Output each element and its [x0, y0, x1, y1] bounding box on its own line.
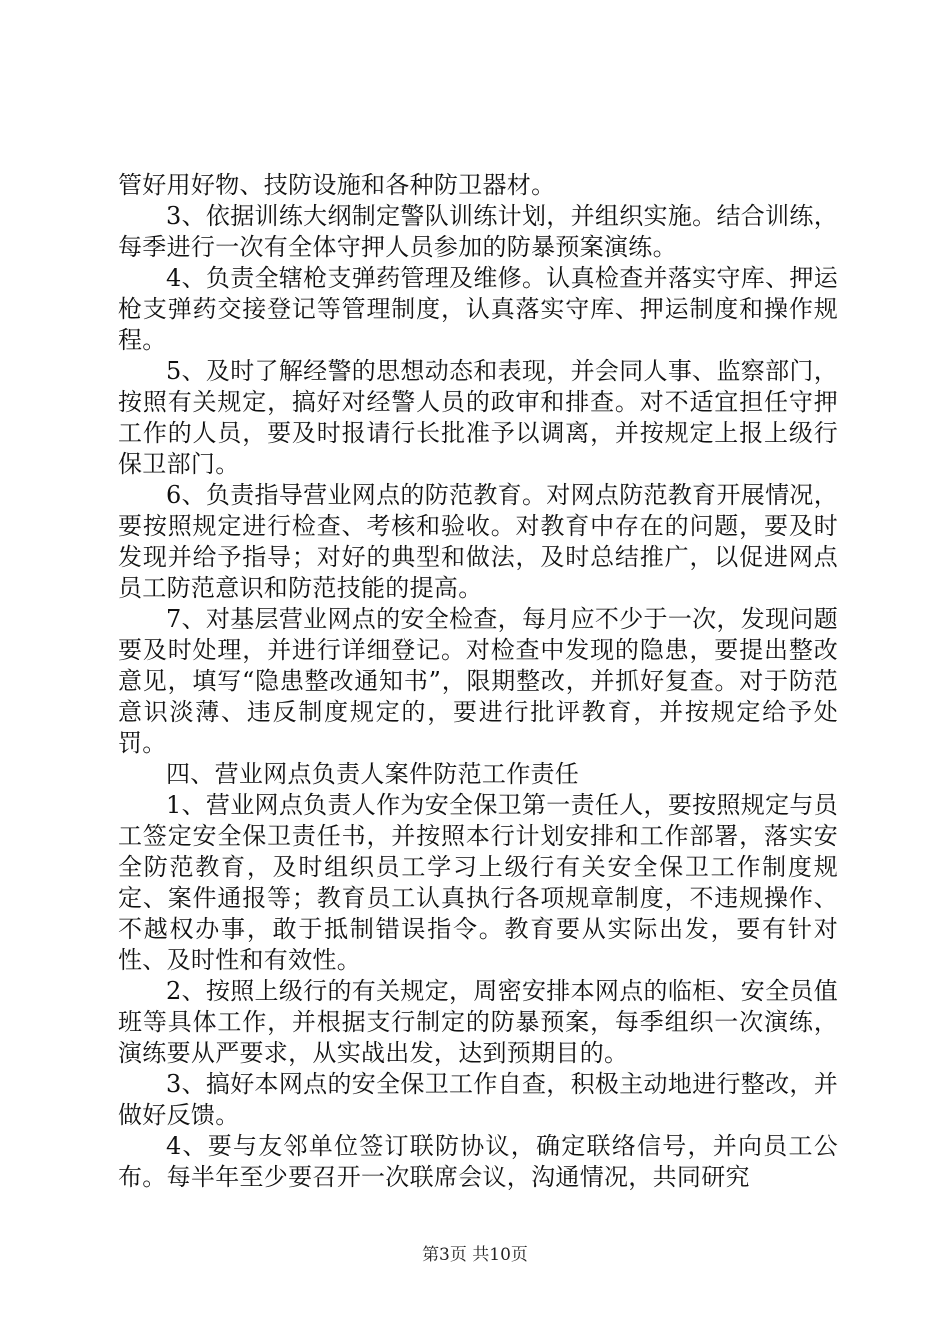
paragraph-item-3: 3、依据训练大纲制定警队训练计划，并组织实施。结合训练，每季进行一次有全体守押人员参加的防暴预案演练。: [118, 202, 838, 261]
paragraph-item-6: 6、负责指导营业网点的防范教育。对网点防范教育开展情况，要按照规定进行检查、考核和验收。对教育中存在的问题，要及时发现并给予指导；对好的典型和做法，及时总结推广，以促进网点员工防范意识和防范技能的提高。: [118, 481, 838, 602]
paragraph-item-4: 4、负责全辖枪支弹药管理及维修。认真检查并落实守库、押运枪支弹药交接登记等管理制度，认真落实守库、押运制度和操作规程。: [118, 264, 838, 354]
document-body: [118, 170, 838, 1193]
paragraph-continuation: 管好用好物、技防设施和各种防卫器材。: [118, 171, 556, 199]
page-number-footer: 第3页 共10页: [422, 1245, 528, 1265]
paragraph-section4-item-3: 3、搞好本网点的安全保卫工作自查，积极主动地进行整改，并做好反馈。: [118, 1070, 838, 1129]
paragraph-section4-item-4: 4、要与友邻单位签订联防协议，确定联络信号，并向员工公布。每半年至少要召开一次联席会议，沟通情况，共同研究: [118, 1132, 838, 1191]
paragraph-section4-item-2: 2、按照上级行的有关规定，周密安排本网点的临柜、安全员值班等具体工作，并根据支行制定的防暴预案，每季组织一次演练，演练要从严要求，从实战出发，达到预期目的。: [118, 977, 838, 1067]
section-heading-4: 四、营业网点负责人案件防范工作责任: [166, 760, 580, 788]
paragraph-item-5: 5、及时了解经警的思想动态和表现，并会同人事、监察部门，按照有关规定，搞好对经警人员的政审和排查。对不适宜担任守押工作的人员，要及时报请行长批准予以调离，并按规定上报上级行保卫部门。: [118, 357, 838, 478]
paragraph-item-7: 7、对基层营业网点的安全检查，每月应不少于一次，发现问题要及时处理，并进行详细登记。对检查中发现的隐患，要提出整改意见，填写“隐患整改通知书”，限期整改，并抓好复查。对于防范意识淡薄、违反制度规定的，要进行批评教育，并按规定给予处罚。: [118, 605, 838, 757]
paragraph-section4-item-1: 1、营业网点负责人作为安全保卫第一责任人，要按照规定与员工签定安全保卫责任书，并按照本行计划安排和工作部署，落实安全防范教育，及时组织员工学习上级行有关安全保卫工作制度规定、案件通报等；教育员工认真执行各项规章制度，不违规操作、不越权办事，敢于抵制错误指令。教育要从实际出发，要有针对性、及时性和有效性。: [118, 791, 838, 974]
